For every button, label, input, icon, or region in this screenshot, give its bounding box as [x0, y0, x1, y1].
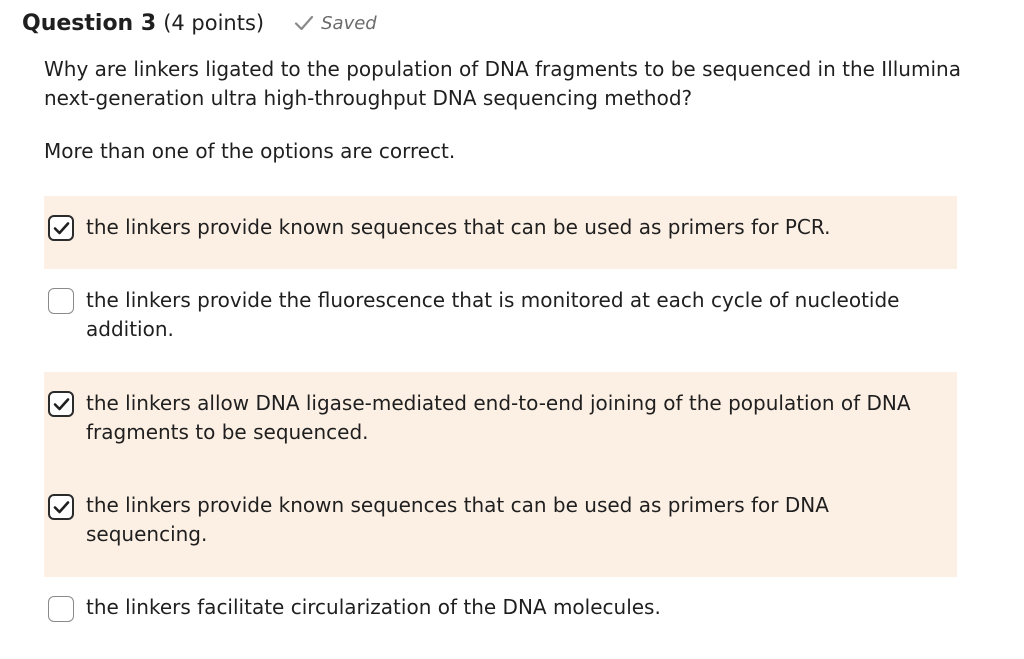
question-note: More than one of the options are correct. — [44, 139, 456, 163]
answer-option-1[interactable] — [44, 196, 957, 269]
saved-label: Saved — [321, 12, 377, 34]
checkbox-option-5[interactable] — [48, 596, 74, 622]
option-label: the linkers allow DNA ligase-mediated end-to-end joining of the population of DNA fragments to be sequenced. — [86, 391, 911, 444]
option-label: the linkers facilitate circularization of the DNA molecules. — [86, 595, 661, 619]
answer-option-3[interactable] — [44, 372, 957, 475]
saved-status — [294, 13, 377, 34]
checkmark-icon — [53, 397, 70, 411]
checkmark-icon — [294, 14, 314, 32]
answer-option-2[interactable] — [44, 269, 957, 372]
question-points: (4 points) — [163, 11, 265, 35]
checkbox-option-3[interactable] — [48, 391, 74, 417]
answer-option-4[interactable] — [44, 475, 957, 577]
checkmark-icon — [53, 221, 70, 235]
checkbox-option-4[interactable] — [48, 494, 74, 520]
option-label: the linkers provide known sequences that can be used as primers for DNA sequencing. — [86, 493, 829, 546]
checkbox-option-2[interactable] — [48, 288, 74, 314]
question-header — [22, 8, 377, 38]
option-label: the linkers provide the fluorescence that is monitored at each cycle of nucleotide addition. — [86, 288, 900, 341]
checkbox-option-1[interactable] — [48, 215, 74, 241]
question-text: Why are linkers ligated to the population of DNA fragments to be sequenced in the Illumina next-generation ultra high-throughput DNA sequencing method? — [44, 57, 961, 110]
answer-option-5[interactable] — [44, 577, 957, 649]
option-label: the linkers provide known sequences that can be used as primers for PCR. — [86, 215, 831, 239]
question-title: Question 3 — [22, 10, 157, 36]
checkmark-icon — [53, 500, 70, 514]
